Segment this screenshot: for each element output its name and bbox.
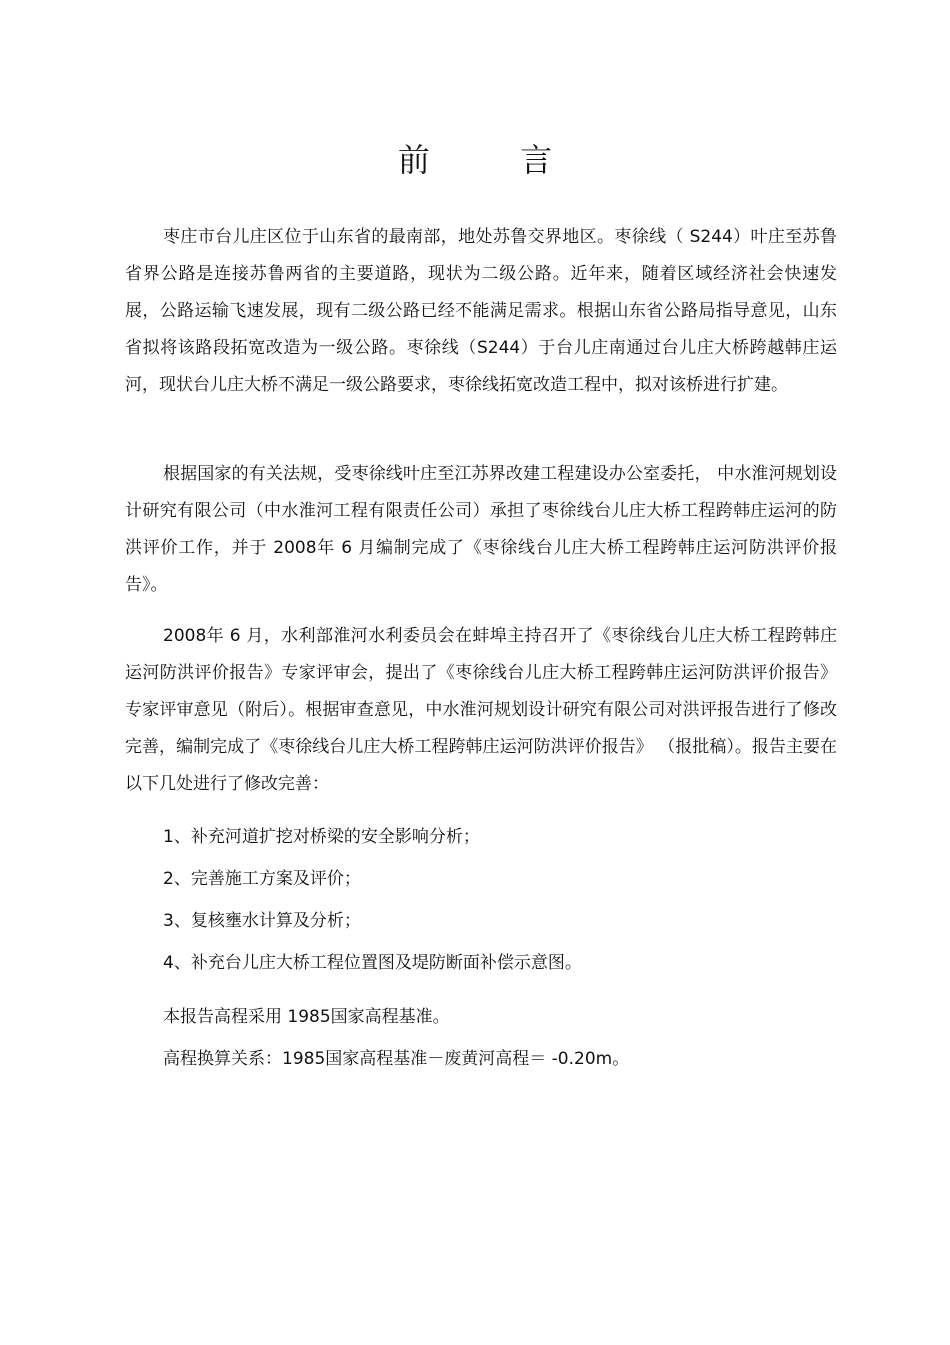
page-title: 前 言 [397,141,593,179]
elevation-conversion-note: 高程换算关系：1985国家高程基准－废黄河高程＝ -0.20m。 [163,1049,630,1069]
paragraph-2-block [125,456,837,604]
elevation-notes [163,996,843,1080]
elevation-datum-note: 本报告高程采用 1985国家高程基准。 [163,1007,450,1027]
paragraph-1-block [125,219,837,404]
list-item: 1、补充河道扩挖对桥梁的安全影响分析； [163,827,480,847]
paragraph: 枣庄市台儿庄区位于山东省的最南部，地处苏鲁交界地区。枣徐线（ S244）叶庄至苏鲁省界公路是连接苏鲁两省的主要道路，现状为二级公路。近年来，随着区域经济社会快速发展，公路运输飞速发展，现有二级公路已经不能满足需求。根据山东省公路局指导意见，山东省拟将该路段拓宽改造为一级公路。枣徐线（S244）于台儿庄南通过台儿庄大桥跨越韩庄运河，现状台儿庄大桥不满足一级公路要求，枣徐线拓宽改造工程中，拟对该桥进行扩建。 [125,227,837,395]
list-item: 4、补充台儿庄大桥工程位置图及堤防断面补偿示意图。 [163,953,582,973]
list-item: 3、复核壅水计算及分析； [163,911,361,931]
paragraph: 根据国家的有关法规，受枣徐线叶庄至江苏界改建工程建设办公室委托， 中水淮河规划设计研究有限公司（中水淮河工程有限责任公司）承担了枣徐线台儿庄大桥工程跨韩庄运河的防洪评价工作，并于 2008年 6 月编制完成了《枣徐线台儿庄大桥工程跨韩庄运河防洪评价报告》。 [125,464,837,595]
revision-list [163,816,843,984]
paragraph-3-block [125,618,837,803]
paragraph: 2008年 6 月，水利部淮河水利委员会在蚌埠主持召开了《枣徐线台儿庄大桥工程跨韩庄运河防洪评价报告》专家评审会，提出了《枣徐线台儿庄大桥工程跨韩庄运河防洪评价报告》专家评审意见（附后）。根据审查意见，中水淮河规划设计研究有限公司对洪评报告进行了修改完善，编制完成了《枣徐线台儿庄大桥工程跨韩庄运河防洪评价报告》 （报批稿）。报告主要在以下几处进行了修改完善： [125,626,837,794]
list-item: 2、完善施工方案及评价； [163,869,361,889]
